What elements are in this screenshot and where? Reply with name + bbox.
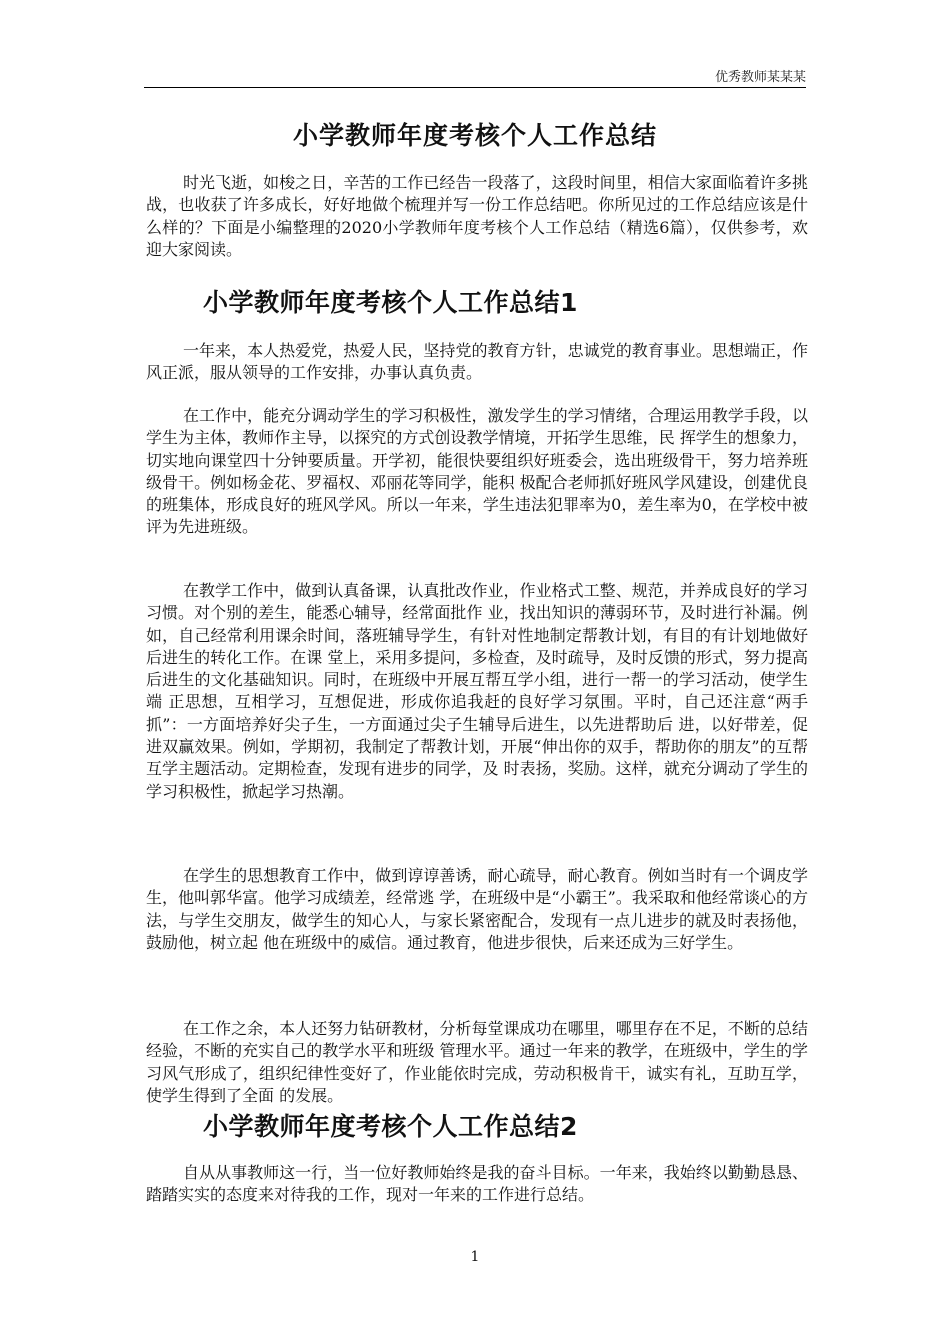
section-2-paragraph-1: 自从从事教师这一行，当一位好教师始终是我的奋斗目标。一年来，我始终以勤勤恳恳、踏踏实实的态度来对待我的工作，现对一年来的工作进行总结。: [146, 1163, 808, 1205]
section-1-title: 小学教师年度考核个人工作总结1: [203, 288, 578, 317]
document-title: 小学教师年度考核个人工作总结: [292, 121, 657, 150]
section-1-paragraph-3: 在教学工作中，做到认真备课，认真批改作业，作业格式工整、规范，并养成良好的学习习惯。对个别的差生，能悉心辅导，经常面批作 业，找出知识的薄弱环节，及时进行补漏。例如，自己经常利用课余时间，落班辅导学生，有针对性地制定帮教计划，有目的有计划地做好后进生的转化工作。在课 堂上，采用多提问，多检查，及时疏导，及时反馈的形式，努力提高后进生的文化基础知识。同时，在班级中开展互帮互学小组，进行一帮一的学习活动，使学生端 正思想，互相学习，互想促进，形成你追我赶的良好学习氛围。平时，自己还注意“两手抓”：一方面培养好尖子生，一方面通过尖子生辅导后进生，以先进帮助后 进，以好带差，促进双赢效果。例如，学期初，我制定了帮教计划，开展“伸出你的双手，帮助你的朋友”的互帮互学主题活动。定期检查，发现有进步的同学，及 时表扬，奖励。这样，就充分调动了学生的学习积极性，掀起学习热潮。: [146, 581, 808, 801]
section-1-paragraph-1: 一年来，本人热爱党，热爱人民，坚持党的教育方针，忠诚党的教育事业。思想端正，作风正派，服从领导的工作安排，办事认真负责。: [146, 341, 808, 383]
section-1-paragraph-4: 在学生的思想教育工作中，做到谆谆善诱，耐心疏导，耐心教育。例如当时有一个调皮学生，他叫郭华富。他学习成绩差，经常逃 学，在班级中是“小霸王”。我采取和他经常谈心的方法，与学生交朋友，做学生的知心人，与家长紧密配合，发现有一点儿进步的就及时表扬他，鼓励他，树立起 他在班级中的威信。通过教育，他进步很快，后来还成为三好学生。: [146, 866, 808, 952]
section-1-paragraph-5: 在工作之余，本人还努力钻研教材，分析每堂课成功在哪里，哪里存在不足，不断的总结经验，不断的充实自己的教学水平和班级 管理水平。通过一年来的教学，在班级中，学生的学习风气形成了，组织纪律性变好了，作业能依时完成，劳动积极肯干，诚实有礼，互助互学，使学生得到了全面 的发展。: [146, 1019, 808, 1105]
intro-paragraph: 时光飞逝，如梭之日，辛苦的工作已经告一段落了，这段时间里，相信大家面临着许多挑战，也收获了许多成长，好好地做个梳理并写一份工作总结吧。你所见过的工作总结应该是什么样的？下面是小编整理的2020小学教师年度考核个人工作总结（精选6篇），仅供参考，欢迎大家阅读。: [146, 173, 808, 259]
section-2-title: 小学教师年度考核个人工作总结2: [203, 1112, 578, 1141]
header-divider: [144, 87, 806, 88]
page-number: 1: [470, 1249, 480, 1265]
header-author: 优秀教师某某某: [714, 70, 806, 85]
section-1-paragraph-2: 在工作中，能充分调动学生的学习积极性，激发学生的学习情绪，合理运用教学手段，以学生为主体，教师作主导，以探究的方式创设教学情境，开拓学生思维，民 挥学生的想象力，切实地向课堂四十分钟要质量。开学初，能很快要组织好班委会，选出班级骨干，努力培养班级骨干。例如杨金花、罗福权、邓丽花等同学，能积 极配合老师抓好班风学风建设，创建优良的班集体，形成良好的班风学风。所以一年来，学生违法犯罪率为0，差生率为0，在学校中被评为先进班级。: [146, 406, 808, 537]
